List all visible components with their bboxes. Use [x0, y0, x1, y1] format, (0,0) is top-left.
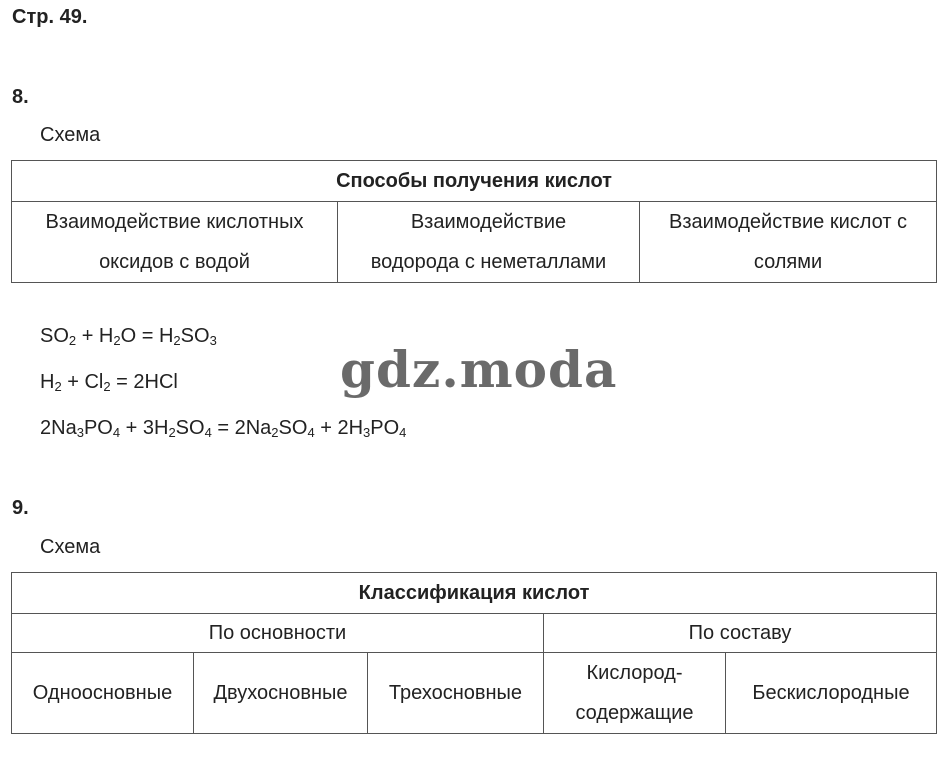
equation-1 [40, 325, 217, 348]
equation-subscript: 2 [68, 333, 77, 348]
task-9-number: 9. [12, 497, 29, 519]
equation-text: H [40, 371, 55, 393]
equation-subscript: 2 [271, 425, 279, 440]
class-monobasic: Одноосновные [12, 653, 194, 734]
equation-text: PO [83, 417, 113, 439]
equation-3 [40, 417, 406, 440]
equation-text: SO [278, 417, 308, 439]
acid-production-table [11, 160, 937, 283]
group-by-basicity: По основности [12, 614, 544, 653]
cell-line: Взаимодействие кислотных [45, 211, 304, 233]
cell-line: содержащие [575, 702, 694, 724]
method-hydrogen-nonmetals [338, 202, 640, 283]
cell-line: Взаимодействие [410, 211, 567, 233]
equation-subscript: 2 [173, 333, 181, 348]
equation-subscript: 2 [168, 425, 176, 440]
equation-text: = 2Na [211, 417, 272, 439]
equation-text: 2Na [40, 417, 77, 439]
page-title: Стр. 49. [12, 6, 88, 28]
equation-subscript: 4 [204, 425, 212, 440]
equation-subscript: 4 [399, 425, 407, 440]
equation-text: SO [40, 325, 69, 347]
equation-text: + 2H [314, 417, 364, 439]
equation-text: O = H [120, 325, 174, 347]
equation-2 [40, 371, 178, 394]
acid-classification-table [11, 572, 937, 734]
equation-text: SO [180, 325, 210, 347]
equation-subscript: 3 [76, 425, 84, 440]
equation-subscript: 2 [54, 379, 62, 394]
class-dibasic: Двухосновные [194, 653, 368, 734]
watermark-logo: gdz.moda [340, 340, 618, 399]
group-by-composition: По составу [544, 614, 937, 653]
cell-line: водорода с неметаллами [370, 251, 607, 273]
equation-text: PO [370, 417, 400, 439]
equation-text: SO [175, 417, 205, 439]
equation-text: + Cl [61, 371, 104, 393]
equation-text: + H [76, 325, 114, 347]
task-9-scheme-label: Схема [40, 536, 101, 558]
acid-production-table-header: Способы получения кислот [12, 161, 937, 202]
cell-line: Взаимодействие кислот с [668, 211, 908, 233]
class-oxygen-free: Бескислородные [726, 653, 937, 734]
equation-subscript: 4 [112, 425, 121, 440]
method-acid-oxides-water [12, 202, 338, 283]
class-tribasic: Трехосновные [368, 653, 544, 734]
class-oxygen-containing [544, 653, 726, 734]
equation-subscript: 3 [363, 425, 371, 440]
equation-subscript: 2 [103, 379, 111, 394]
equation-subscript: 2 [113, 333, 121, 348]
task-8-scheme-label: Схема [40, 124, 101, 146]
task-8-number: 8. [12, 86, 29, 108]
cell-line: Кислород- [586, 662, 683, 684]
cell-line: оксидов с водой [99, 251, 250, 273]
method-acids-salts [640, 202, 937, 283]
equation-text: + 3H [120, 417, 169, 439]
cell-line: солями [753, 251, 823, 273]
acid-classification-table-header: Классификация кислот [12, 573, 937, 614]
equation-subscript: 3 [209, 333, 217, 348]
equation-subscript: 4 [307, 425, 315, 440]
equation-text: = 2HCl [110, 371, 178, 393]
